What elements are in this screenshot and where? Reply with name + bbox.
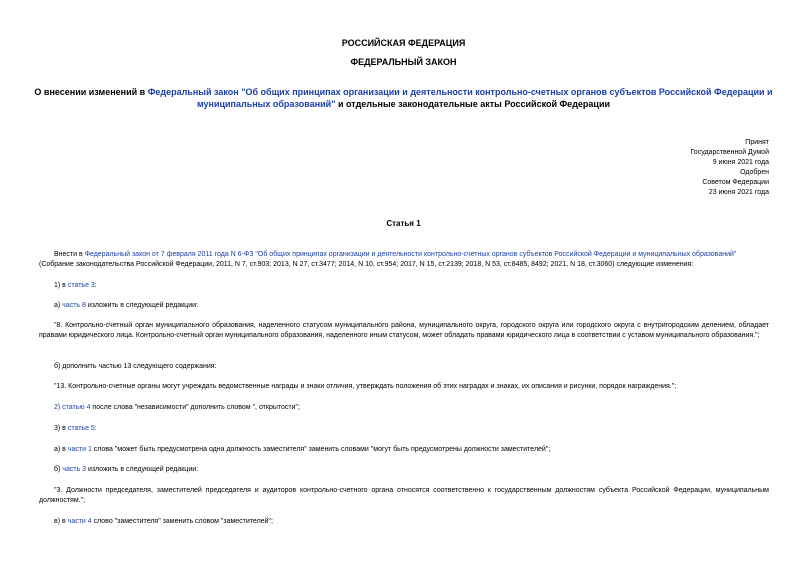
title-prefix: О внесении изменений в (34, 87, 148, 97)
item-3a-pre: а) в (54, 446, 68, 453)
item-3-link[interactable]: статье 5 (67, 425, 95, 432)
item-3a (39, 445, 769, 455)
intro-paragraph (39, 250, 769, 270)
item-2 (39, 403, 769, 413)
item-3a-post: слова "может быть предусмотрена одна должность заместителя" заменить словами "могут быть предусмотрены должности заместителей"; (91, 446, 551, 453)
item-3c-link[interactable]: части 4 (67, 518, 92, 525)
item-1a (39, 301, 769, 311)
item-3b-post: изложить в следующей редакции: (86, 466, 199, 473)
item-3b-link[interactable]: часть 3 (62, 466, 87, 473)
title-link-part1[interactable]: Федеральный закон "Об общих принципах организации и деятельности контрольно-счетных органов субъектов Российской Федерации и (147, 87, 773, 97)
article-heading: Статья 1 (386, 219, 421, 228)
item-3b (39, 465, 769, 475)
adoption-approved: Одобрен (740, 169, 769, 176)
item-1a-link[interactable]: часть 8 (62, 302, 86, 309)
item-1a-pre: а) (54, 302, 63, 309)
item-1-post: : (94, 282, 97, 289)
quote-part-13: "13. Контрольно-счетные органы могут учреждать ведомственные награды и знаки отличия, утверждать положения об этих наградах и знаках, их описания и рисунки, порядок награждения."; (54, 383, 677, 390)
adoption-duma-date: 9 июня 2021 года (712, 159, 769, 166)
adoption-council: Советом Федерации (702, 179, 769, 186)
item-3c (39, 517, 769, 527)
adoption-council-date: 23 июня 2021 года (708, 189, 769, 196)
quote-part-8: "8. Контрольно-счетный орган муниципального образования, наделенного статусом муниципального района, муниципального округа, городского округа или городского округа с внутригородским делением, обладает правами юридического лица. Контрольно-счетный орган муниципального образования, наделенного иным статусом, может обладать правами юридического лица в соответствии с уставом муниципального образования."; (39, 322, 769, 339)
item-3-pre: 3) в (54, 425, 68, 432)
item-3b-pre: б) (54, 466, 63, 473)
item-1-link[interactable]: статье 3 (67, 282, 95, 289)
item-3 (39, 424, 769, 434)
item-2-post: после слова "независимости" дополнить словом ", открытости"; (90, 404, 300, 411)
item-1a-post: изложить в следующей редакции: (85, 302, 198, 309)
title-suffix: и отдельные законодательные акты Российской Федерации (335, 99, 611, 109)
item-1 (39, 281, 769, 291)
law-title-line2 (0, 98, 807, 110)
intro-rest: (Собрание законодательства Российской Федерации, 2011, N 7, ст.903; 2013, N 27, ст.3477; 2014, N 10, ст.954; 2017, N 15, ст.2139; 2018, N 53, ст.8485, 8492; 2021, N 18, ст.3060) следующие изменения: (39, 261, 694, 268)
header-country: РОССИЙСКАЯ ФЕДЕРАЦИЯ (341, 38, 466, 48)
title-link-part2[interactable]: муниципальных образований" (196, 99, 336, 109)
law-title (0, 86, 807, 98)
intro-law-link[interactable]: Федеральный закон от 7 февраля 2011 года N 6-ФЗ "Об общих принципах организации и деятельности контрольно-счетных органов субъектов Российской Федерации и муниципальных образований" (84, 251, 737, 258)
adoption-accepted: Принят (745, 139, 769, 146)
intro-pre: Внести в (54, 251, 85, 258)
item-1b: б) дополнить частью 13 следующего содержания: (54, 363, 217, 370)
header-law-type: ФЕДЕРАЛЬНЫЙ ЗАКОН (350, 57, 457, 67)
quote-part-3: "3. Должности председателя, заместителей председателя и аудиторов контрольно-счетного органа относятся соответственно к государственным должностям субъекта Российской Федерации, муниципальным должностям."; (39, 487, 769, 504)
item-3a-link[interactable]: части 1 (67, 446, 92, 453)
item-3c-post: слово "заместителя" заменить словом "заместителей"; (91, 518, 273, 525)
item-1-pre: 1) в (54, 282, 68, 289)
adoption-duma: Государственной Думой (690, 149, 769, 156)
item-3-post: : (94, 425, 97, 432)
item-2-link[interactable]: 2) статью 4 (54, 404, 91, 411)
item-3c-pre: в) в (54, 518, 68, 525)
